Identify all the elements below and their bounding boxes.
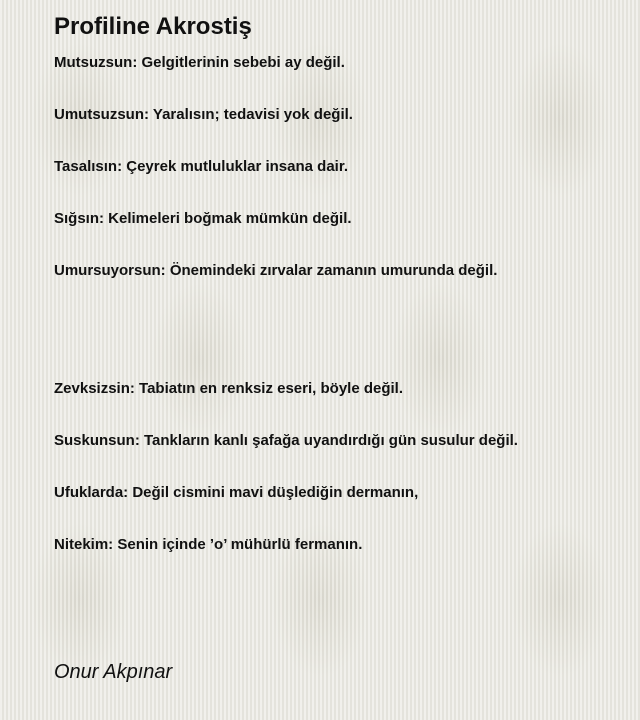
poem-container bbox=[54, 10, 624, 588]
poem-line: Umutsuzsun: Yaralısın; tedavisi yok değil. bbox=[54, 106, 353, 123]
poem-line: Suskunsun: Tankların kanlı şafağa uyandırdığı gün susulur değil. bbox=[54, 432, 518, 449]
poem-title: Profiline Akrostiş bbox=[54, 13, 252, 40]
poem-line: Ufuklarda: Değil cismini mavi düşlediğin dermanın, bbox=[54, 484, 419, 501]
poem-line: Tasalısın: Çeyrek mutluluklar insana dair. bbox=[54, 158, 349, 175]
poem-line: Umursuyorsun: Önemindeki zırvalar zamanın umurunda değil. bbox=[54, 262, 498, 279]
poem-line: Mutsuzsun: Gelgitlerinin sebebi ay değil. bbox=[54, 54, 345, 71]
poem-stanza-2 bbox=[54, 380, 624, 554]
poem-line: Sığsın: Kelimeleri boğmak mümkün değil. bbox=[54, 210, 352, 227]
poem-line: Zevksizsin: Tabiatın en renksiz eseri, böyle değil. bbox=[54, 380, 404, 397]
poem-line: Nitekim: Senin içinde ’o’ mühürlü fermanın. bbox=[54, 536, 363, 553]
poem-author: Onur Akpınar bbox=[54, 661, 173, 683]
poem-stanza-1 bbox=[54, 54, 624, 280]
